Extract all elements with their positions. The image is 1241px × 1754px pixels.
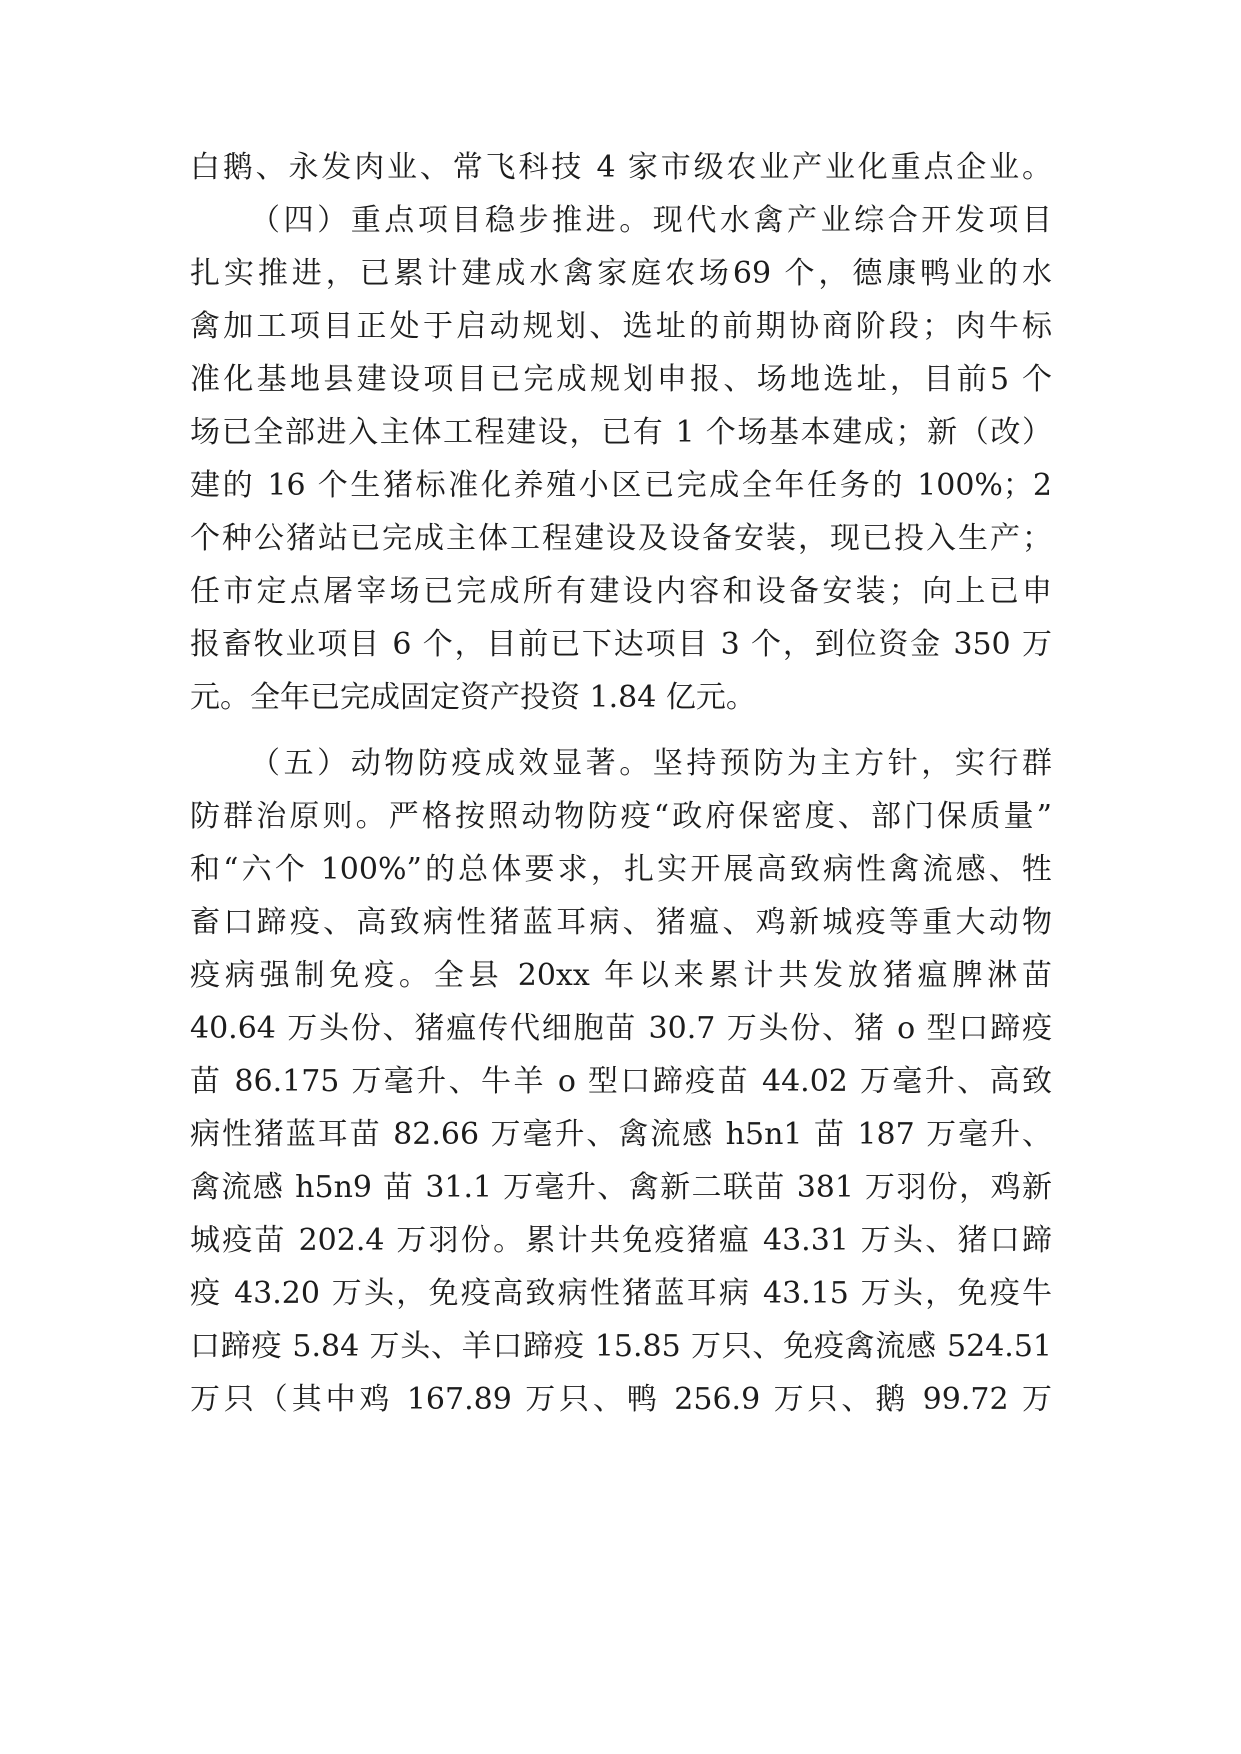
text-line: 任市定点屠宰场已完成所有建设内容和设备安装；向上已申 xyxy=(190,574,1052,609)
text-line: 口蹄疫 5.84 万头、羊口蹄疫 15.85 万只、免疫禽流感 524.51 xyxy=(190,1329,1052,1364)
text-line: 准化基地县建设项目已完成规划申报、场地选址，目前5 个 xyxy=(190,362,1052,397)
text-line: 畜口蹄疫、高致病性猪蓝耳病、猪瘟、鸡新城疫等重大动物 xyxy=(190,905,1052,940)
section-heading-line: （五）动物防疫成效显著。坚持预防为主方针，实行群 xyxy=(250,746,1052,781)
text-line: 建的 16 个生猪标准化养殖小区已完成全年任务的 100%；2 xyxy=(190,468,1052,503)
text-line: 和“六个 100%”的总体要求，扎实开展高致病性禽流感、牲 xyxy=(190,852,1052,887)
text-line: 40.64 万头份、猪瘟传代细胞苗 30.7 万头份、猪 o 型口蹄疫 xyxy=(190,1011,1052,1046)
text-line: 城疫苗 202.4 万羽份。累计共免疫猪瘟 43.31 万头、猪口蹄 xyxy=(190,1223,1052,1258)
text-line: 白鹅、永发肉业、常飞科技 4 家市级农业产业化重点企业。 xyxy=(190,150,1052,185)
section-heading-line: （四）重点项目稳步推进。现代水禽产业综合开发项目 xyxy=(250,203,1052,238)
text-line: 禽流感 h5n9 苗 31.1 万毫升、禽新二联苗 381 万羽份，鸡新 xyxy=(190,1170,1052,1205)
text-line: 防群治原则。严格按照动物防疫“政府保密度、部门保质量” xyxy=(190,799,1052,834)
text-line: 个种公猪站已完成主体工程建设及设备安装，现已投入生产； xyxy=(190,521,1052,556)
text-line: 疫病强制免疫。全县 20xx 年以来累计共发放猪瘟脾淋苗 xyxy=(190,958,1052,993)
text-line: 万只（其中鸡 167.89 万只、鸭 256.9 万只、鹅 99.72 万 xyxy=(190,1382,1052,1417)
text-line: 元。全年已完成固定资产投资 1.84 亿元。 xyxy=(190,680,756,715)
text-line: 病性猪蓝耳苗 82.66 万毫升、禽流感 h5n1 苗 187 万毫升、 xyxy=(190,1117,1052,1152)
text-line: 苗 86.175 万毫升、牛羊 o 型口蹄疫苗 44.02 万毫升、高致 xyxy=(190,1064,1052,1099)
text-line: 禽加工项目正处于启动规划、选址的前期协商阶段；肉牛标 xyxy=(190,309,1052,344)
text-line: 疫 43.20 万头，免疫高致病性猪蓝耳病 43.15 万头，免疫牛 xyxy=(190,1276,1052,1311)
text-line: 报畜牧业项目 6 个，目前已下达项目 3 个，到位资金 350 万 xyxy=(190,627,1052,662)
text-line: 扎实推进，已累计建成水禽家庭农场69 个，德康鸭业的水 xyxy=(190,256,1052,291)
text-line: 场已全部进入主体工程建设，已有 1 个场基本建成；新（改） xyxy=(190,415,1052,450)
